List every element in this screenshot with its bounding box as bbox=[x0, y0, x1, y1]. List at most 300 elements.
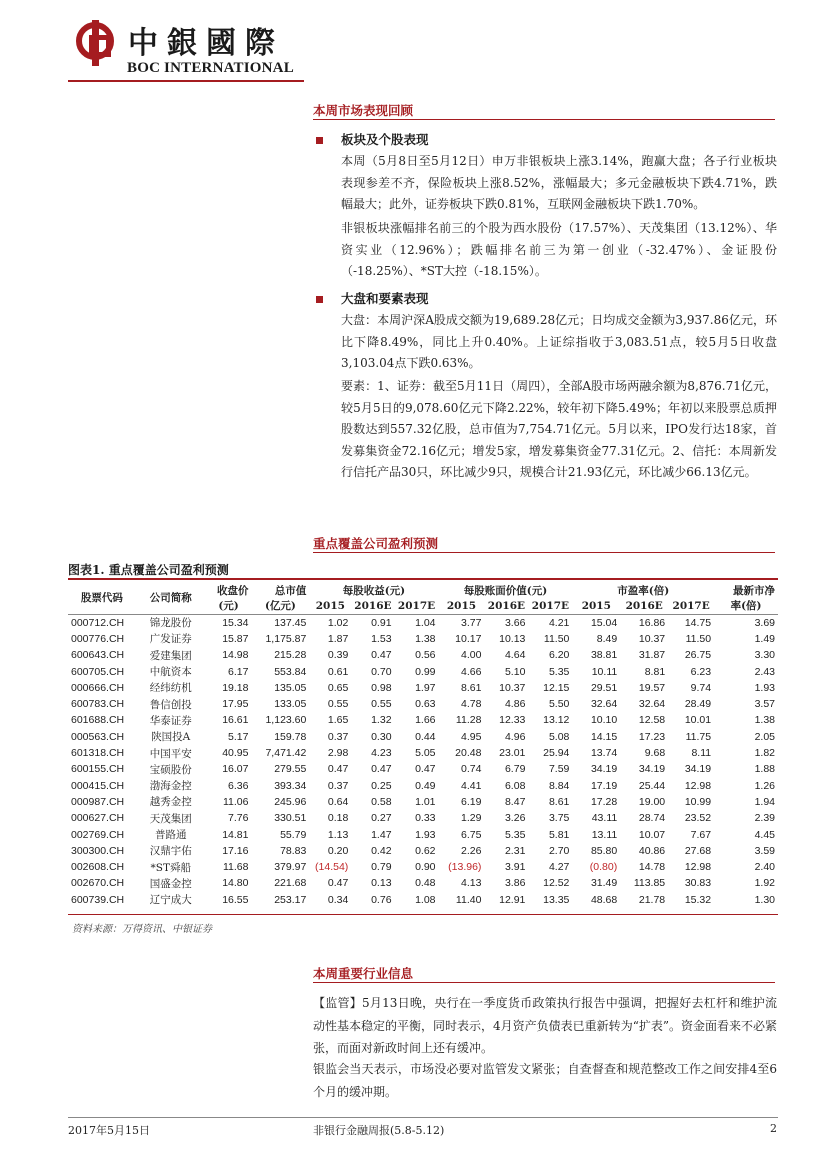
cell-value: 2.05 bbox=[754, 730, 775, 743]
cell-value: 6.23 bbox=[690, 665, 712, 678]
cell-code: 600643.CH bbox=[71, 649, 125, 662]
cell-value: 6.36 bbox=[228, 779, 249, 792]
cell-value: 0.13 bbox=[371, 877, 392, 890]
cell-value: 26.75 bbox=[684, 649, 712, 662]
cell-value: 0.27 bbox=[371, 812, 392, 825]
cell-name: 华泰证券 bbox=[149, 714, 192, 727]
cell-value: 25.44 bbox=[638, 779, 666, 792]
table-row bbox=[68, 794, 778, 810]
cell-value: 393.34 bbox=[274, 779, 307, 792]
cell-value: 0.47 bbox=[371, 763, 392, 776]
cell-value: 27.68 bbox=[684, 844, 712, 857]
cell-value: 5.08 bbox=[548, 730, 570, 743]
cell-value: 7,471.42 bbox=[265, 747, 307, 760]
cell-value: 8.11 bbox=[691, 747, 712, 760]
cell-value: 245.96 bbox=[274, 795, 307, 808]
cell-value: 11.68 bbox=[222, 861, 249, 874]
cell-value: 0.62 bbox=[415, 844, 436, 857]
cell-value: 4.45 bbox=[754, 828, 775, 841]
cell-value: 4.95 bbox=[460, 730, 482, 743]
cell-value: 55.79 bbox=[280, 828, 307, 841]
cell-value: 23.52 bbox=[684, 812, 712, 825]
header-pb: 最新市净 bbox=[733, 584, 775, 597]
cell-value: 16.86 bbox=[638, 616, 666, 629]
cell-value: 20.48 bbox=[455, 747, 482, 760]
header-bvps: 每股账面价值(元) bbox=[463, 584, 548, 597]
cell-value: 1.29 bbox=[460, 812, 482, 825]
cell-value: 5.17 bbox=[228, 730, 249, 743]
cell-value: 11.06 bbox=[222, 795, 249, 808]
cell-value: 11.50 bbox=[685, 632, 712, 645]
cell-value: 0.49 bbox=[415, 779, 436, 792]
cell-code: 000712.CH bbox=[71, 616, 125, 629]
header-pb-2: 率(倍) bbox=[730, 600, 762, 613]
table-row bbox=[68, 892, 778, 908]
cell-value: 2.39 bbox=[754, 812, 775, 825]
cell-value: 13.74 bbox=[590, 747, 618, 760]
header-price-unit: (元) bbox=[218, 600, 239, 613]
cell-value: 25.94 bbox=[543, 747, 570, 760]
cell-value: 16.61 bbox=[222, 714, 249, 727]
cell-value: 8.61 bbox=[548, 795, 570, 808]
subsection-title-sectors: 板块及个股表现 bbox=[341, 132, 429, 147]
cell-value: 28.74 bbox=[638, 812, 666, 825]
header-name: 公司简称 bbox=[149, 592, 192, 605]
cell-code: 000987.CH bbox=[71, 795, 125, 808]
cell-value: 1.26 bbox=[754, 779, 775, 792]
cell-value: 8.84 bbox=[548, 779, 570, 792]
cell-value: 0.63 bbox=[415, 698, 436, 711]
cell-value: 0.90 bbox=[415, 861, 436, 874]
cell-value: 1.30 bbox=[754, 893, 775, 906]
forecast-table bbox=[68, 582, 778, 908]
cell-value: 10.37 bbox=[638, 632, 666, 645]
table-row bbox=[68, 777, 778, 793]
cell-value: 29.51 bbox=[590, 681, 618, 694]
cell-value: 0.58 bbox=[371, 795, 392, 808]
boc-logo-icon bbox=[76, 22, 114, 60]
cell-value: 0.64 bbox=[327, 795, 349, 808]
cell-value: 3.26 bbox=[504, 812, 526, 825]
cell-value: 85.80 bbox=[590, 844, 618, 857]
header-year: 2017E bbox=[397, 599, 436, 612]
section-rule bbox=[313, 119, 775, 120]
cell-value: 1,175.87 bbox=[265, 632, 307, 645]
section-title-forecast: 重点覆盖公司盈利预测 bbox=[313, 536, 439, 551]
cell-value: 15.34 bbox=[222, 616, 249, 629]
header-eps: 每股收益(元) bbox=[342, 584, 406, 597]
table-row bbox=[68, 680, 778, 696]
cell-value: 6.20 bbox=[548, 649, 570, 662]
cell-value: 11.75 bbox=[685, 730, 712, 743]
cell-value: 1.88 bbox=[754, 763, 775, 776]
cell-value: 0.55 bbox=[371, 698, 392, 711]
cell-value: 1.02 bbox=[327, 616, 349, 629]
cell-value: 0.98 bbox=[371, 681, 392, 694]
cell-value: 2.43 bbox=[754, 665, 775, 678]
cell-value: 15.87 bbox=[222, 632, 249, 645]
cell-name: 渤海金控 bbox=[149, 780, 192, 793]
cell-code: 600783.CH bbox=[71, 698, 125, 711]
paragraph-industry-2: 银监会当天表示，市场没必要对监管发文紧张；自查督查和规范整改工作之间安排4至6个月的缓冲期。 bbox=[313, 1062, 777, 1099]
section-title-review: 本周市场表现回顾 bbox=[313, 103, 414, 118]
cell-value: 3.57 bbox=[754, 698, 775, 711]
cell-value: 0.47 bbox=[327, 763, 349, 776]
cell-value: 0.18 bbox=[327, 812, 349, 825]
cell-value: 14.15 bbox=[590, 730, 618, 743]
cell-code: 002670.CH bbox=[71, 877, 125, 890]
cell-value: 5.81 bbox=[548, 828, 570, 841]
cell-value: 12.98 bbox=[684, 861, 712, 874]
table-row bbox=[68, 712, 778, 728]
cell-value: 253.17 bbox=[274, 893, 307, 906]
cell-value: 0.25 bbox=[371, 779, 392, 792]
cell-value: 1.97 bbox=[415, 681, 436, 694]
cell-value: 3.59 bbox=[754, 844, 775, 857]
cell-name: *ST舜船 bbox=[150, 861, 191, 874]
cell-value: 14.81 bbox=[222, 828, 249, 841]
footer-rule bbox=[68, 1117, 778, 1118]
cell-value: 0.20 bbox=[327, 844, 349, 857]
paragraph-sectors-1: 本周（5月8日至5月12日）申万非银板块上涨3.14%，跑赢大盘；各子行业板块表现参差不齐，保险板块上涨8.52%，涨幅最大；多元金融板块下跌4.71%，跌幅最大；此外，证券板块下跌0.81%，互联网金融板块下跌1.70%。 bbox=[341, 154, 777, 211]
cell-value: 1.49 bbox=[754, 632, 775, 645]
cell-value: 3.30 bbox=[754, 649, 775, 662]
cell-value: 13.11 bbox=[591, 828, 618, 841]
cell-value: 0.91 bbox=[371, 616, 392, 629]
cell-value: 17.16 bbox=[222, 844, 249, 857]
cell-value: 0.48 bbox=[415, 877, 436, 890]
header-rule bbox=[68, 80, 304, 82]
header-year: 2017E bbox=[531, 599, 570, 612]
cell-value: 4.66 bbox=[460, 665, 482, 678]
cell-value: 0.30 bbox=[371, 730, 392, 743]
header-year: 2015 bbox=[446, 599, 477, 612]
table-row bbox=[68, 745, 778, 761]
cell-value: 7.76 bbox=[228, 812, 249, 825]
table-row bbox=[68, 826, 778, 842]
cell-value: 12.33 bbox=[499, 714, 526, 727]
paragraph-sectors-2: 非银板块涨幅排名前三的个股为西水股份（17.57%）、天茂集团（13.12%）、华资实业（12.96%）；跌幅排名前三为第一创业（-32.47%）、金证股份（-18.25%）、*ST大控（-18.15%）。 bbox=[341, 221, 777, 278]
cell-value: 5.50 bbox=[548, 698, 570, 711]
cell-value: 2.70 bbox=[548, 844, 570, 857]
cell-value: 12.58 bbox=[638, 714, 666, 727]
cell-value: 28.49 bbox=[684, 698, 712, 711]
cell-value: 4.27 bbox=[548, 861, 570, 874]
cell-value: 15.32 bbox=[684, 893, 712, 906]
cell-value: 0.74 bbox=[460, 763, 482, 776]
cell-value: 0.42 bbox=[371, 844, 392, 857]
cell-value: 1.47 bbox=[371, 828, 392, 841]
cell-name: 中航资本 bbox=[149, 666, 192, 679]
cell-value: 34.19 bbox=[638, 763, 666, 776]
section-rule bbox=[313, 552, 775, 553]
cell-name: 陕国投A bbox=[151, 731, 191, 744]
cell-name: 锦龙股份 bbox=[149, 617, 192, 630]
cell-value: 40.86 bbox=[638, 844, 666, 857]
cell-value: 21.78 bbox=[638, 893, 666, 906]
cell-value: 4.86 bbox=[504, 698, 526, 711]
cell-value: 10.11 bbox=[591, 665, 618, 678]
table-bottom-rule bbox=[68, 914, 778, 915]
table-row bbox=[68, 875, 778, 891]
cell-value: 1.87 bbox=[327, 632, 349, 645]
table-row bbox=[68, 843, 778, 859]
cell-value: 5.35 bbox=[548, 665, 570, 678]
cell-value: 5.35 bbox=[504, 828, 526, 841]
cell-value: 3.91 bbox=[504, 861, 526, 874]
header-year: 2015 bbox=[581, 599, 611, 612]
cell-value: 31.87 bbox=[638, 649, 666, 662]
cell-name: 宝硕股份 bbox=[149, 763, 192, 776]
cell-value: 113.85 bbox=[633, 877, 666, 890]
cell-value: 4.21 bbox=[548, 616, 570, 629]
header-year: 2016E bbox=[354, 599, 392, 612]
cell-value: 0.70 bbox=[371, 665, 392, 678]
cell-value: 3.86 bbox=[504, 877, 526, 890]
header-year: 2016E bbox=[625, 599, 663, 612]
cell-value: 0.65 bbox=[327, 681, 349, 694]
cell-value: 0.55 bbox=[327, 698, 349, 711]
cell-value: 17.95 bbox=[222, 698, 249, 711]
cell-name: 爱建集团 bbox=[149, 649, 192, 662]
cell-value: 0.44 bbox=[415, 730, 436, 743]
table-row bbox=[68, 859, 778, 875]
cell-value: 11.28 bbox=[455, 714, 482, 727]
cell-code: 000563.CH bbox=[71, 730, 125, 743]
cell-value: 0.56 bbox=[415, 649, 436, 662]
table-row bbox=[68, 614, 778, 631]
cell-code: 000666.CH bbox=[71, 681, 125, 694]
cell-value: 0.34 bbox=[327, 893, 349, 906]
cell-value: 13.12 bbox=[543, 714, 570, 727]
cell-value: 17.23 bbox=[638, 730, 666, 743]
cell-name: 越秀金控 bbox=[149, 796, 192, 809]
cell-value: 8.81 bbox=[644, 665, 666, 678]
cell-name: 汉鼎宇佑 bbox=[149, 845, 192, 858]
cell-value: 1.32 bbox=[371, 714, 392, 727]
cell-value: 379.97 bbox=[274, 861, 307, 874]
cell-value: 9.68 bbox=[644, 747, 666, 760]
cell-code: 000627.CH bbox=[71, 812, 125, 825]
cell-value: 5.10 bbox=[504, 665, 526, 678]
header-mcap-unit: (亿元) bbox=[264, 600, 296, 613]
cell-value: 8.47 bbox=[504, 795, 526, 808]
cell-name: 辽宁成大 bbox=[149, 894, 192, 907]
cell-name: 经纬纺机 bbox=[149, 682, 192, 695]
cell-value: 1.01 bbox=[415, 795, 436, 808]
cell-value: 7.67 bbox=[690, 828, 712, 841]
cell-value: 14.75 bbox=[684, 616, 712, 629]
cell-code: 600705.CH bbox=[71, 665, 125, 678]
cell-value: 0.37 bbox=[327, 730, 349, 743]
cell-code: 002608.CH bbox=[71, 861, 125, 874]
cell-value: 3.69 bbox=[754, 616, 775, 629]
cell-value: 3.77 bbox=[460, 616, 482, 629]
table-source: 资料来源：万得资讯、中银证券 bbox=[72, 924, 212, 935]
cell-name: 广发证券 bbox=[149, 633, 192, 646]
cell-value: 330.51 bbox=[274, 812, 307, 825]
cell-value: 0.47 bbox=[327, 877, 349, 890]
header-mcap: 总市值 bbox=[274, 584, 307, 597]
cell-value: 10.07 bbox=[638, 828, 666, 841]
cell-value: 32.64 bbox=[590, 698, 618, 711]
cell-value: 78.83 bbox=[280, 844, 307, 857]
cell-value: 1.65 bbox=[327, 714, 349, 727]
cell-value: 279.55 bbox=[274, 763, 307, 776]
header-year: 2017E bbox=[672, 599, 710, 612]
cell-value: 19.00 bbox=[638, 795, 666, 808]
bullet-icon bbox=[316, 137, 323, 144]
cell-value: 0.79 bbox=[371, 861, 392, 874]
cell-value: (0.80) bbox=[589, 861, 618, 874]
cell-value: 23.01 bbox=[499, 747, 526, 760]
cell-value: 159.78 bbox=[274, 730, 307, 743]
bullet-icon bbox=[316, 296, 323, 303]
cell-value: 1.08 bbox=[415, 893, 436, 906]
cell-value: 1.13 bbox=[327, 828, 349, 841]
cell-value: 10.99 bbox=[684, 795, 712, 808]
cell-name: 国盛金控 bbox=[149, 877, 192, 890]
cell-value: 1.93 bbox=[415, 828, 436, 841]
section-rule bbox=[313, 982, 775, 983]
cell-value: 1.94 bbox=[754, 795, 775, 808]
header-code: 股票代码 bbox=[80, 592, 123, 605]
cell-value: 6.79 bbox=[504, 763, 526, 776]
logo-chinese: 中銀國際 bbox=[128, 26, 284, 61]
cell-value: 5.05 bbox=[415, 747, 436, 760]
cell-value: 135.05 bbox=[274, 681, 307, 694]
table-top-rule bbox=[68, 578, 778, 580]
cell-code: 600155.CH bbox=[71, 763, 125, 776]
cell-value: 30.83 bbox=[684, 877, 712, 890]
cell-value: 19.18 bbox=[222, 681, 249, 694]
cell-value: 10.13 bbox=[499, 632, 526, 645]
section-title-industry: 本周重要行业信息 bbox=[313, 966, 414, 981]
cell-value: 8.61 bbox=[460, 681, 482, 694]
cell-value: 1.82 bbox=[754, 747, 775, 760]
paragraph-market-1: 大盘：本周沪深A股成交额为19,689.28亿元；日均成交金额为3,937.86亿元，环比下降8.49%，同比上升0.40%。上证综指收于3,083.51点，较5月5日收盘3,103.04点下跌0.63%。 bbox=[341, 313, 777, 370]
cell-value: 19.57 bbox=[638, 681, 666, 694]
logo-english: BOC INTERNATIONAL bbox=[127, 60, 294, 76]
table-row bbox=[68, 810, 778, 826]
cell-value: 12.52 bbox=[543, 877, 570, 890]
header-price: 收盘价 bbox=[216, 584, 249, 597]
cell-value: 7.59 bbox=[548, 763, 570, 776]
cell-value: 14.98 bbox=[222, 649, 249, 662]
cell-code: 000415.CH bbox=[71, 779, 125, 792]
page-number: 2 bbox=[770, 1122, 777, 1135]
cell-value: 12.98 bbox=[684, 779, 712, 792]
cell-value: 1.93 bbox=[754, 681, 775, 694]
cell-value: 4.00 bbox=[460, 649, 482, 662]
cell-value: 17.19 bbox=[590, 779, 618, 792]
cell-name: 鲁信创投 bbox=[149, 698, 192, 711]
cell-value: 0.47 bbox=[371, 649, 392, 662]
cell-value: 13.35 bbox=[543, 893, 570, 906]
cell-value: 1.92 bbox=[754, 877, 775, 890]
cell-code: 002769.CH bbox=[71, 828, 125, 841]
cell-value: 11.40 bbox=[455, 893, 482, 906]
cell-value: 6.75 bbox=[460, 828, 482, 841]
cell-value: 3.75 bbox=[548, 812, 570, 825]
cell-value: 4.78 bbox=[460, 698, 482, 711]
cell-value: 32.64 bbox=[638, 698, 666, 711]
cell-value: 133.05 bbox=[274, 698, 307, 711]
paragraph-industry-1: 【监管】5月13日晚，央行在一季度货币政策执行报告中强调，把握好去杠杆和维护流动性基本稳定的平衡，同时表示，4月资产负债表已重新转为“扩表”。资金面看来不必紧张，而面对新政时间上还有缓冲。 bbox=[313, 996, 777, 1055]
cell-value: 10.17 bbox=[455, 632, 482, 645]
table-row bbox=[68, 696, 778, 712]
cell-value: 16.07 bbox=[222, 763, 249, 776]
cell-name: 普路通 bbox=[154, 829, 187, 841]
cell-value: 8.49 bbox=[596, 632, 618, 645]
paragraph-market-2: 要素：1、证券：截至5月11日（周四），全部A股市场两融余额为8,876.71亿元，较5月5日的9,078.60亿元下降2.22%，较年初下降5.49%；年初以来股票总质押股数达到557.32亿股，总市值为7,754.71亿元。5月以来，IPO发行达18家，首发募集资金72.16亿元；增发5家，增发募集资金77.31亿元。2、信托：本周新发行信托产品30只，环比减少9只，规模合计21.93亿元，环比减少66.13亿元。 bbox=[341, 379, 777, 479]
table-title: 图表1. 重点覆盖公司盈利预测 bbox=[68, 563, 229, 577]
table-row bbox=[68, 729, 778, 745]
table-row bbox=[68, 631, 778, 647]
cell-name: 天茂集团 bbox=[149, 812, 192, 825]
cell-value: 14.80 bbox=[222, 877, 249, 890]
header-year: 2015 bbox=[315, 599, 345, 612]
subsection-title-market: 大盘和要素表现 bbox=[341, 291, 429, 306]
cell-code: 000776.CH bbox=[71, 632, 125, 645]
cell-value: 11.50 bbox=[543, 632, 570, 645]
cell-value: 6.17 bbox=[228, 665, 249, 678]
cell-value: 14.78 bbox=[638, 861, 666, 874]
cell-value: 1,123.60 bbox=[265, 714, 307, 727]
cell-value: 0.39 bbox=[327, 649, 349, 662]
cell-value: 4.23 bbox=[371, 747, 392, 760]
cell-value: 1.66 bbox=[415, 714, 436, 727]
cell-value: (13.96) bbox=[448, 861, 482, 874]
cell-value: 38.81 bbox=[590, 649, 618, 662]
cell-value: 0.37 bbox=[327, 779, 349, 792]
cell-value: 0.61 bbox=[327, 665, 349, 678]
cell-value: 2.26 bbox=[460, 844, 482, 857]
cell-value: 221.68 bbox=[274, 877, 307, 890]
cell-value: 40.95 bbox=[222, 747, 249, 760]
cell-value: 2.98 bbox=[327, 747, 349, 760]
cell-value: 17.28 bbox=[590, 795, 618, 808]
table-row bbox=[68, 663, 778, 679]
table-row bbox=[68, 761, 778, 777]
cell-value: 0.33 bbox=[415, 812, 436, 825]
cell-value: 2.31 bbox=[504, 844, 526, 857]
cell-value: (14.54) bbox=[315, 861, 349, 874]
cell-value: 10.01 bbox=[684, 714, 712, 727]
cell-value: 34.19 bbox=[590, 763, 618, 776]
cell-value: 6.08 bbox=[504, 779, 526, 792]
header-year: 2016E bbox=[487, 599, 526, 612]
cell-value: 43.11 bbox=[591, 812, 618, 825]
cell-value: 31.49 bbox=[590, 877, 618, 890]
cell-value: 34.19 bbox=[684, 763, 712, 776]
table-row bbox=[68, 647, 778, 663]
cell-code: 600739.CH bbox=[71, 893, 125, 906]
cell-value: 0.76 bbox=[371, 893, 392, 906]
cell-value: 137.45 bbox=[274, 616, 307, 629]
cell-value: 9.74 bbox=[690, 681, 712, 694]
cell-value: 12.15 bbox=[543, 681, 570, 694]
cell-code: 300300.CH bbox=[71, 844, 125, 857]
cell-code: 601318.CH bbox=[71, 747, 125, 760]
cell-value: 12.91 bbox=[499, 893, 526, 906]
cell-value: 0.99 bbox=[415, 665, 436, 678]
header-pe: 市盈率(倍) bbox=[617, 584, 670, 597]
cell-value: 4.96 bbox=[504, 730, 526, 743]
cell-value: 215.28 bbox=[274, 649, 307, 662]
cell-value: 1.53 bbox=[371, 632, 392, 645]
cell-value: 1.38 bbox=[754, 714, 775, 727]
